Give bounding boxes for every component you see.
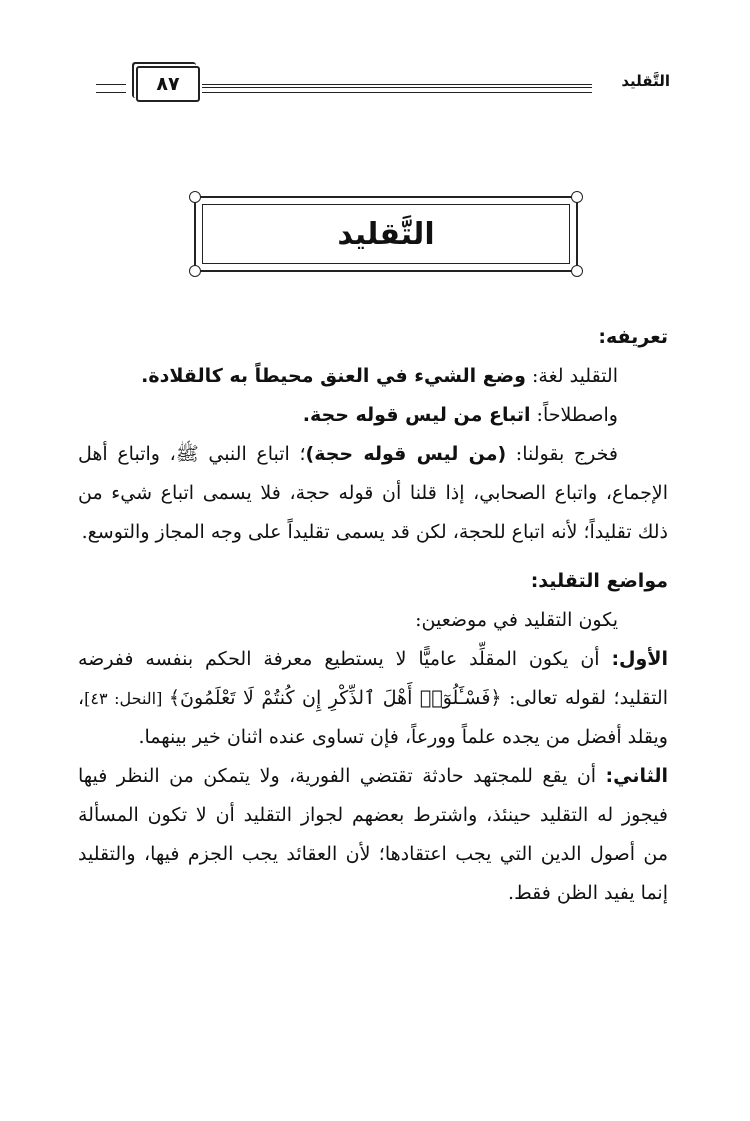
lugha-label: التقليد لغة: bbox=[525, 365, 618, 387]
page-body bbox=[78, 318, 668, 913]
places-intro: يكون التقليد في موضعين: bbox=[415, 609, 618, 631]
ornament-corner bbox=[189, 265, 201, 277]
second-place bbox=[78, 757, 668, 913]
first-text-a: أن يكون المقلِّد عاميًّا لا يستطيع معرفة الحكم بنفسه ففرضه التقليد؛ لقوله تعالى: bbox=[78, 648, 668, 709]
places-heading: مواضع التقليد: bbox=[530, 570, 668, 592]
chapter-title: التَّقليد bbox=[337, 216, 435, 252]
running-header-title: التَّقليد bbox=[621, 72, 670, 90]
header-rule bbox=[202, 84, 592, 93]
definition-lugha bbox=[78, 357, 668, 396]
ornament-corner bbox=[189, 191, 201, 203]
exclusion-phrase: (من ليس قوله حجة) bbox=[305, 443, 507, 465]
chapter-title-inner bbox=[202, 204, 570, 264]
definition-istilah bbox=[78, 396, 668, 435]
chapter-title-frame bbox=[194, 196, 578, 272]
definition-heading: تعريفه: bbox=[598, 326, 668, 348]
istilah-label: واصطلاحاً: bbox=[530, 404, 618, 426]
definition-paragraph bbox=[78, 435, 668, 552]
first-text-b: ، ويقلد أفضل من يجده علماً وورعاً، فإن تساوى عنده اثنان خير بينهما. bbox=[78, 687, 668, 748]
quran-verse: ﴿فَسْـَٔلُوٓا۟ أَهْلَ ٱلذِّكْرِ إِن كُنتُمْ لَا تَعْلَمُونَ﴾ bbox=[168, 687, 502, 709]
header-rule-left bbox=[96, 84, 126, 93]
first-place bbox=[78, 640, 668, 757]
istilah-text: اتباع من ليس قوله حجة. bbox=[302, 404, 531, 426]
first-label: الأول: bbox=[611, 648, 668, 670]
ornament-corner bbox=[571, 265, 583, 277]
ornament-corner bbox=[571, 191, 583, 203]
running-header bbox=[96, 64, 670, 110]
exclusion-text: ؛ اتباع النبي ﷺ، واتباع أهل الإجماع، واتباع الصحابي، إذا قلنا أن قوله حجة، فلا يسمى اتباع شيء من ذلك تقليداً؛ لأنه اتباع للحجة، لكن قد يسمى تقليداً على وجه المجاز والتوسع. bbox=[78, 443, 668, 543]
second-label: الثاني: bbox=[605, 765, 668, 787]
lugha-text: وضع الشيء في العنق محيطاً به كالقلادة. bbox=[141, 365, 526, 387]
exclusion-intro: فخرج بقولنا: bbox=[506, 443, 618, 465]
second-text: أن يقع للمجتهد حادثة تقتضي الفورية، ولا يتمكن من النظر فيها فيجوز له التقليد حينئذ، واشترط بعضهم لجواز التقليد أن لا تكون المسألة من أصول الدين التي يجب اعتقادها؛ لأن العقائد يجب الجزم فيها، والتقليد إنما يفيد الظن فقط. bbox=[78, 765, 668, 904]
verse-reference: [النحل: ٤٣] bbox=[84, 689, 169, 708]
page-number: ٨٧ bbox=[136, 66, 200, 102]
